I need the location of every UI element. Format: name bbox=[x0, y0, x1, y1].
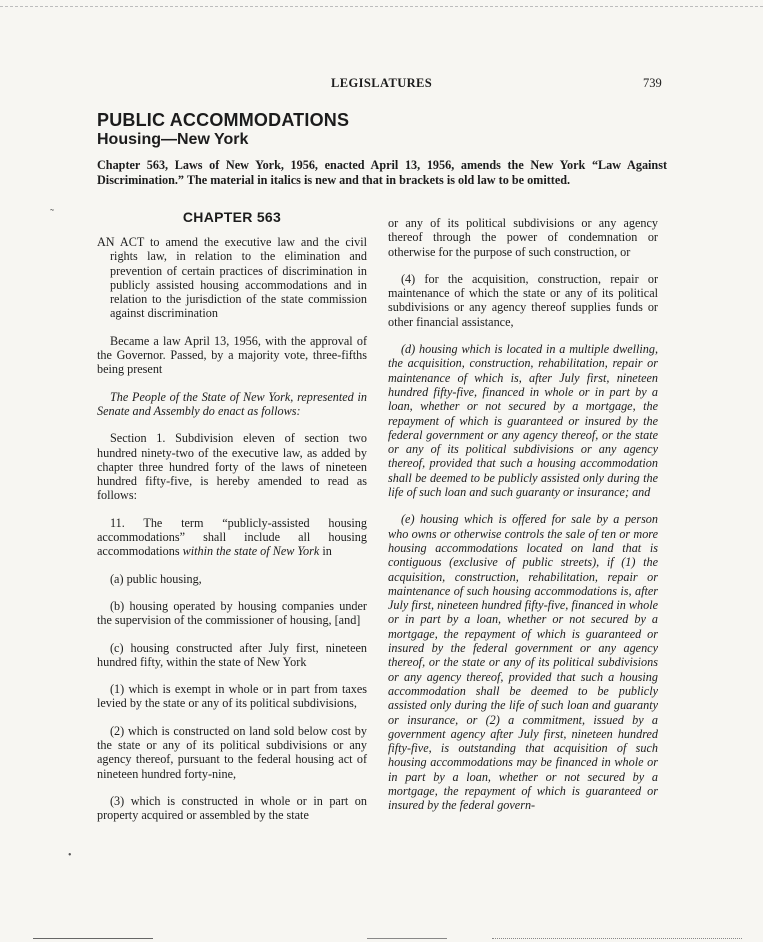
chapter-heading: CHAPTER 563 bbox=[182, 209, 282, 225]
subdivision-11-italic-text: within the state of New York bbox=[182, 544, 320, 559]
right-column bbox=[388, 216, 658, 826]
top-edge-rule bbox=[0, 6, 763, 7]
section-title: PUBLIC ACCOMMODATIONS bbox=[97, 110, 350, 130]
item-d: (d) housing which is located in a multiple dwelling, the acquisition, construction, rehabilitation, repair or maintenance of which is, after July first, nineteen hundred fifty-five, financed in whole or in part by a loan, whether or not secured by a mortgage, the repayment of which is guaranteed or insured by the federal government or any agency thereof, or the state or any of its political subdivisions or any agency thereof, provided that such a housing accommodation shall be deemed to be publicly assisted only during the life of such loan and such guaranty or insurance; and bbox=[388, 342, 658, 500]
item-e: (e) housing which is offered for sale by a person who owns or otherwise controls the sale of ten or more housing accommodations located on land that is contiguous (exclusive of public streets), if (1) the acquisition, construction, rehabilitation, repair or maintenance of such housing accommodations is, after July first, nineteen hundred fifty-five, financed in whole or in part by a loan, whether or not secured by a mortgage, the repayment of which is guaranteed or insured by the federal government or any agency thereof, or the state or any of its political subdivisions or any agency thereof, provided that such a housing accommodation shall be deemed to be publicly assisted only during the life of such loan and guaranty or insurance, or (2) a commitment, issued by a government agency after July first, nineteen hundred fifty-five, is outstanding that acquisition of such housing accommodations may be financed in whole or in part by a loan, whether or not secured by a mortgage, the repayment of which is guaranteed or insured by the federal govern- bbox=[388, 512, 658, 813]
bottom-rule-middle bbox=[367, 938, 447, 939]
item-b: (b) housing operated by housing companies under the supervision of the commissioner of housing, [and] bbox=[97, 598, 367, 628]
item-a: (a) public housing, bbox=[110, 571, 202, 586]
margin-mark: ˜ bbox=[50, 206, 54, 220]
enacting-clause: The People of the State of New York, represented in Senate and Assembly do enact as follows: bbox=[97, 389, 367, 418]
item-4: (4) for the acquisition, construction, repair or maintenance of which the state or any of its political subdivisions or any agency thereof supplies funds or other financial assistance, bbox=[388, 271, 658, 329]
item-2: (2) which is constructed on land sold below cost by the state or any of its political subdivisions or any agency thereof, pursuant to the federal housing act of nineteen hundred forty-nine, bbox=[97, 723, 367, 781]
margin-bullet: • bbox=[68, 850, 72, 861]
item-1: (1) which is exempt in whole or in part from taxes levied by the state or any of its political subdivisions, bbox=[97, 682, 367, 711]
became-law-paragraph: Became a law April 13, 1956, with the approval of the Governor. Passed, by a majority vote, three-fifths being present bbox=[97, 333, 367, 377]
section-intro: Chapter 563, Laws of New York, 1956, enacted April 13, 1956, amends the New York “Law Against Discrimination.” The material in italics is new and that in brackets is old law to be omitted. bbox=[97, 158, 667, 187]
section-1-paragraph: Section 1. Subdivision eleven of section two hundred ninety-two of the executive law, as added by chapter three hundred forty of the laws of nineteen hundred fifty-five, is hereby amended to read as follows: bbox=[97, 431, 367, 503]
bottom-rule-right bbox=[492, 938, 742, 939]
subdivision-11-text: 11. The term “publicly-assisted housing accommodations” shall include all housing accommodations bbox=[97, 515, 367, 559]
subdivision-11-paragraph bbox=[97, 516, 367, 559]
item-3: (3) which is constructed in whole or in part on property acquired or assembled by the state bbox=[97, 793, 367, 823]
page-number: 739 bbox=[643, 76, 662, 90]
left-column bbox=[97, 209, 367, 836]
subdivision-11-end: in bbox=[319, 544, 332, 559]
bottom-rule-left bbox=[33, 938, 153, 939]
act-title: AN ACT to amend the executive law and the civil rights law, in relation to the elimination and prevention of certain practices of discrimination in publicly assisted housing accommodations and in relation to the jurisdiction of the state commission against discrimination bbox=[97, 235, 367, 321]
item-3-continued: or any of its political subdivisions or any agency thereof through the power of condemnation or otherwise for the purpose of such construction, or bbox=[388, 216, 658, 259]
running-head: LEGISLATURES bbox=[331, 76, 433, 90]
item-c: (c) housing constructed after July first, nineteen hundred fifty, within the state of New York bbox=[97, 640, 367, 669]
section-subtitle: Housing—New York bbox=[97, 131, 249, 148]
